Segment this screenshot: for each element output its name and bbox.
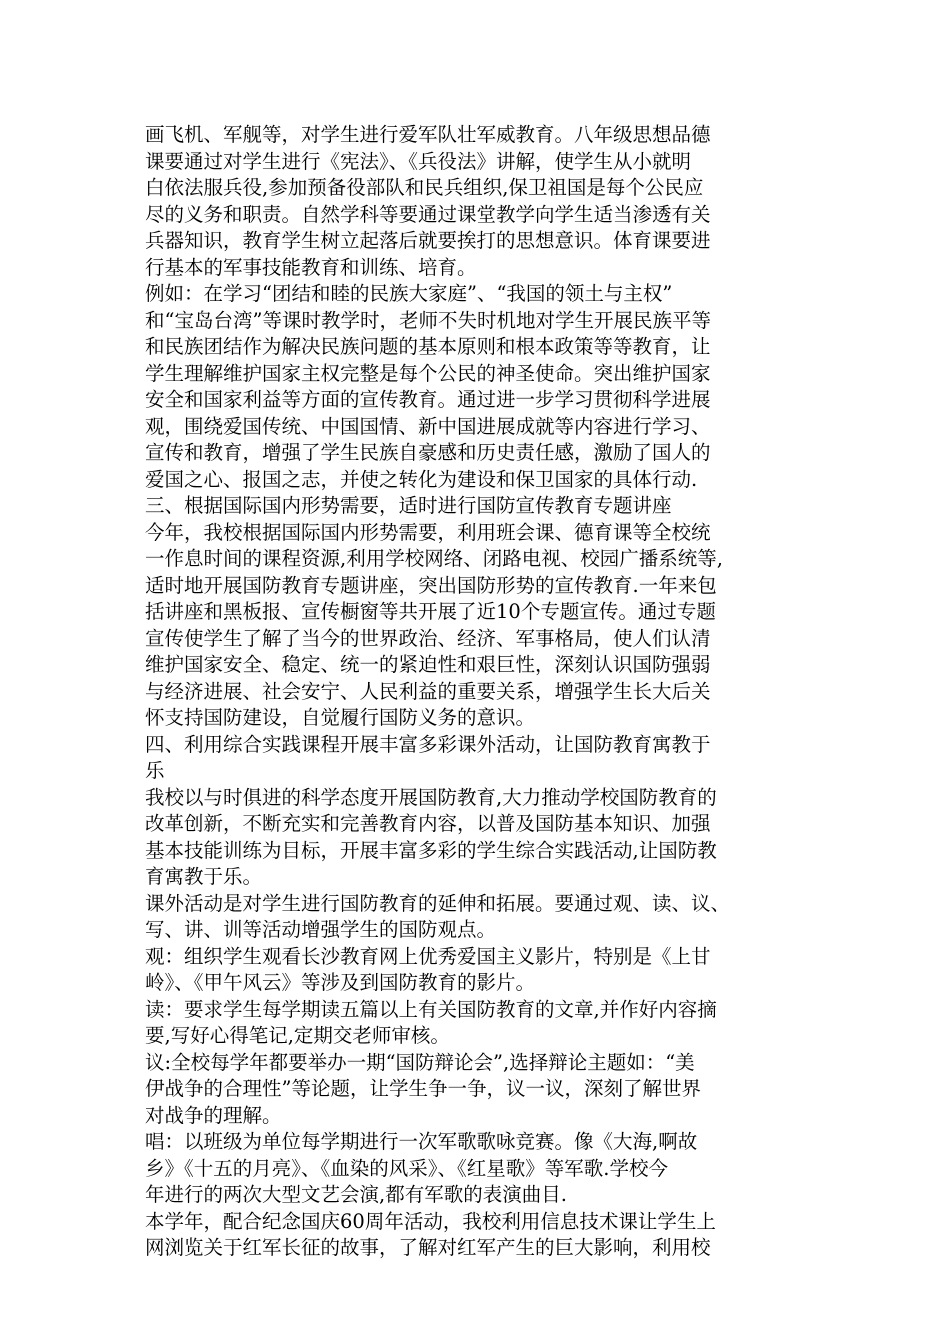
text-line: 对战争的理解。 xyxy=(145,1103,282,1127)
text-line: 写、讲、训等活动增强学生的国防观点。 xyxy=(145,918,497,941)
text-line: 维护国家安全、稳定、统一的紧迫性和艰巨性，深刻认识国防强弱 xyxy=(145,653,711,676)
text-line: 宣传使学生了解了当今的世界政治、经济、军事格局，使人们认清 xyxy=(145,626,711,650)
text-line: 要,写好心得笔记,定期交老师审核。 xyxy=(145,1024,450,1047)
text-line: 例如：在学习“团结和睦的民族大家庭”、“我国的领土与主权” xyxy=(145,282,673,305)
text-line: 年进行的两次大型文艺会演,都有军歌的表演曲目. xyxy=(145,1183,567,1206)
text-line: 适时地开展国防教育专题讲座，突出国防形势的宣传教育.一年来包 xyxy=(145,573,717,597)
text-line: 改革创新，不断充实和完善教育内容，以普及国防基本知识、加强 xyxy=(145,812,711,835)
text-line: 课要通过对学生进行《宪法》、《兵役法》讲解，使学生从小就明 xyxy=(145,149,692,173)
section-heading: 四、利用综合实践课程开展丰富多彩课外活动，让国防教育寓教于 xyxy=(145,732,711,756)
document-page xyxy=(145,122,815,1262)
text-line: 怀支持国防建设，自觉履行国防义务的意识。 xyxy=(145,706,536,729)
section-heading: 乐 xyxy=(145,759,165,782)
text-line: 基本技能训练为目标，开展丰富多彩的学生综合实践活动,让国防教 xyxy=(145,838,717,862)
text-line: 唱：以班级为单位每学期进行一次军歌歌咏竞赛。像《大海,啊故 xyxy=(145,1130,698,1153)
text-line: 网浏览关于红军长征的故事，了解对红军产生的巨大影响，利用校 xyxy=(145,1236,711,1259)
text-line: 学生理解维护国家主权完整是每个公民的神圣使命。突出维护国家 xyxy=(145,361,711,385)
text-line: 观，围绕爱国传统、中国国情、新中国进展成就等内容进行学习、 xyxy=(145,414,711,438)
text-line: 行基本的军事技能教育和训练、培育。 xyxy=(145,255,477,279)
text-line: 与经济进展、社会安宁、人民利益的重要关系，增强学生长大后关 xyxy=(145,679,711,703)
text-line: 宣传和教育，增强了学生民族自豪感和历史责任感，激励了国人的 xyxy=(145,441,711,464)
text-line: 伊战争的合理性”等论题，让学生争一争，议一议，深刻了解世界 xyxy=(145,1077,701,1100)
text-line: 议:全校每学年都要举办一期“国防辩论会”,选择辩论主题如：“美 xyxy=(145,1050,695,1074)
text-line: 观：组织学生观看长沙教育网上优秀爱国主义影片，特别是《上甘 xyxy=(145,944,711,968)
text-line: 岭》、《甲午风云》等涉及到国防教育的影片。 xyxy=(145,971,536,994)
text-line: 育寓教于乐。 xyxy=(145,865,263,888)
text-line: 乡》《十五的月亮》、《血染的风采》、《红星歌》等军歌.学校今 xyxy=(145,1156,668,1180)
text-line: 和“宝岛台湾”等课时教学时，老师不失时机地对学生开展民族平等 xyxy=(145,308,711,332)
text-line: 爱国之心、报国之志，并使之转化为建设和保卫国家的具体行动. xyxy=(145,467,698,491)
text-line: 白依法服兵役,参加预备役部队和民兵组织,保卫祖国是每个公民应 xyxy=(145,176,704,199)
text-line: 安全和国家利益等方面的宣传教育。通过进一步学习贯彻科学进展 xyxy=(145,388,711,411)
section-heading: 三、根据国际国内形势需要，适时进行国防宣传教育专题讲座 xyxy=(145,494,672,517)
text-line: 画飞机、军舰等，对学生进行爱军队壮军威教育。八年级思想品德 xyxy=(145,123,711,146)
text-line: 今年，我校根据国际国内形势需要，利用班会课、德育课等全校统 xyxy=(145,520,711,544)
text-line: 课外活动是对学生进行国防教育的延伸和拓展。要通过观、读、议、 xyxy=(145,891,731,915)
text-line: 我校以与时俱进的科学态度开展国防教育,大力推动学校国防教育的 xyxy=(145,785,717,809)
text-line: 兵器知识，教育学生树立起落后就要挨打的思想意识。体育课要进 xyxy=(145,229,711,252)
text-line: 本学年，配合纪念国庆60周年活动，我校利用信息技术课让学生上 xyxy=(145,1209,716,1233)
text-line: 和民族团结作为解决民族问题的基本原则和根本政策等等教育，让 xyxy=(145,335,711,358)
text-line: 括讲座和黑板报、宣传橱窗等共开展了近10个专题宣传。通过专题 xyxy=(145,600,716,623)
text-line: 尽的义务和职责。自然学科等要通过课堂教学向学生适当渗透有关 xyxy=(145,202,711,226)
text-line: 一作息时间的课程资源,利用学校网络、闭路电视、校园广播系统等, xyxy=(145,547,723,570)
text-line: 读：要求学生每学期读五篇以上有关国防教育的文章,并作好内容摘 xyxy=(145,997,717,1021)
